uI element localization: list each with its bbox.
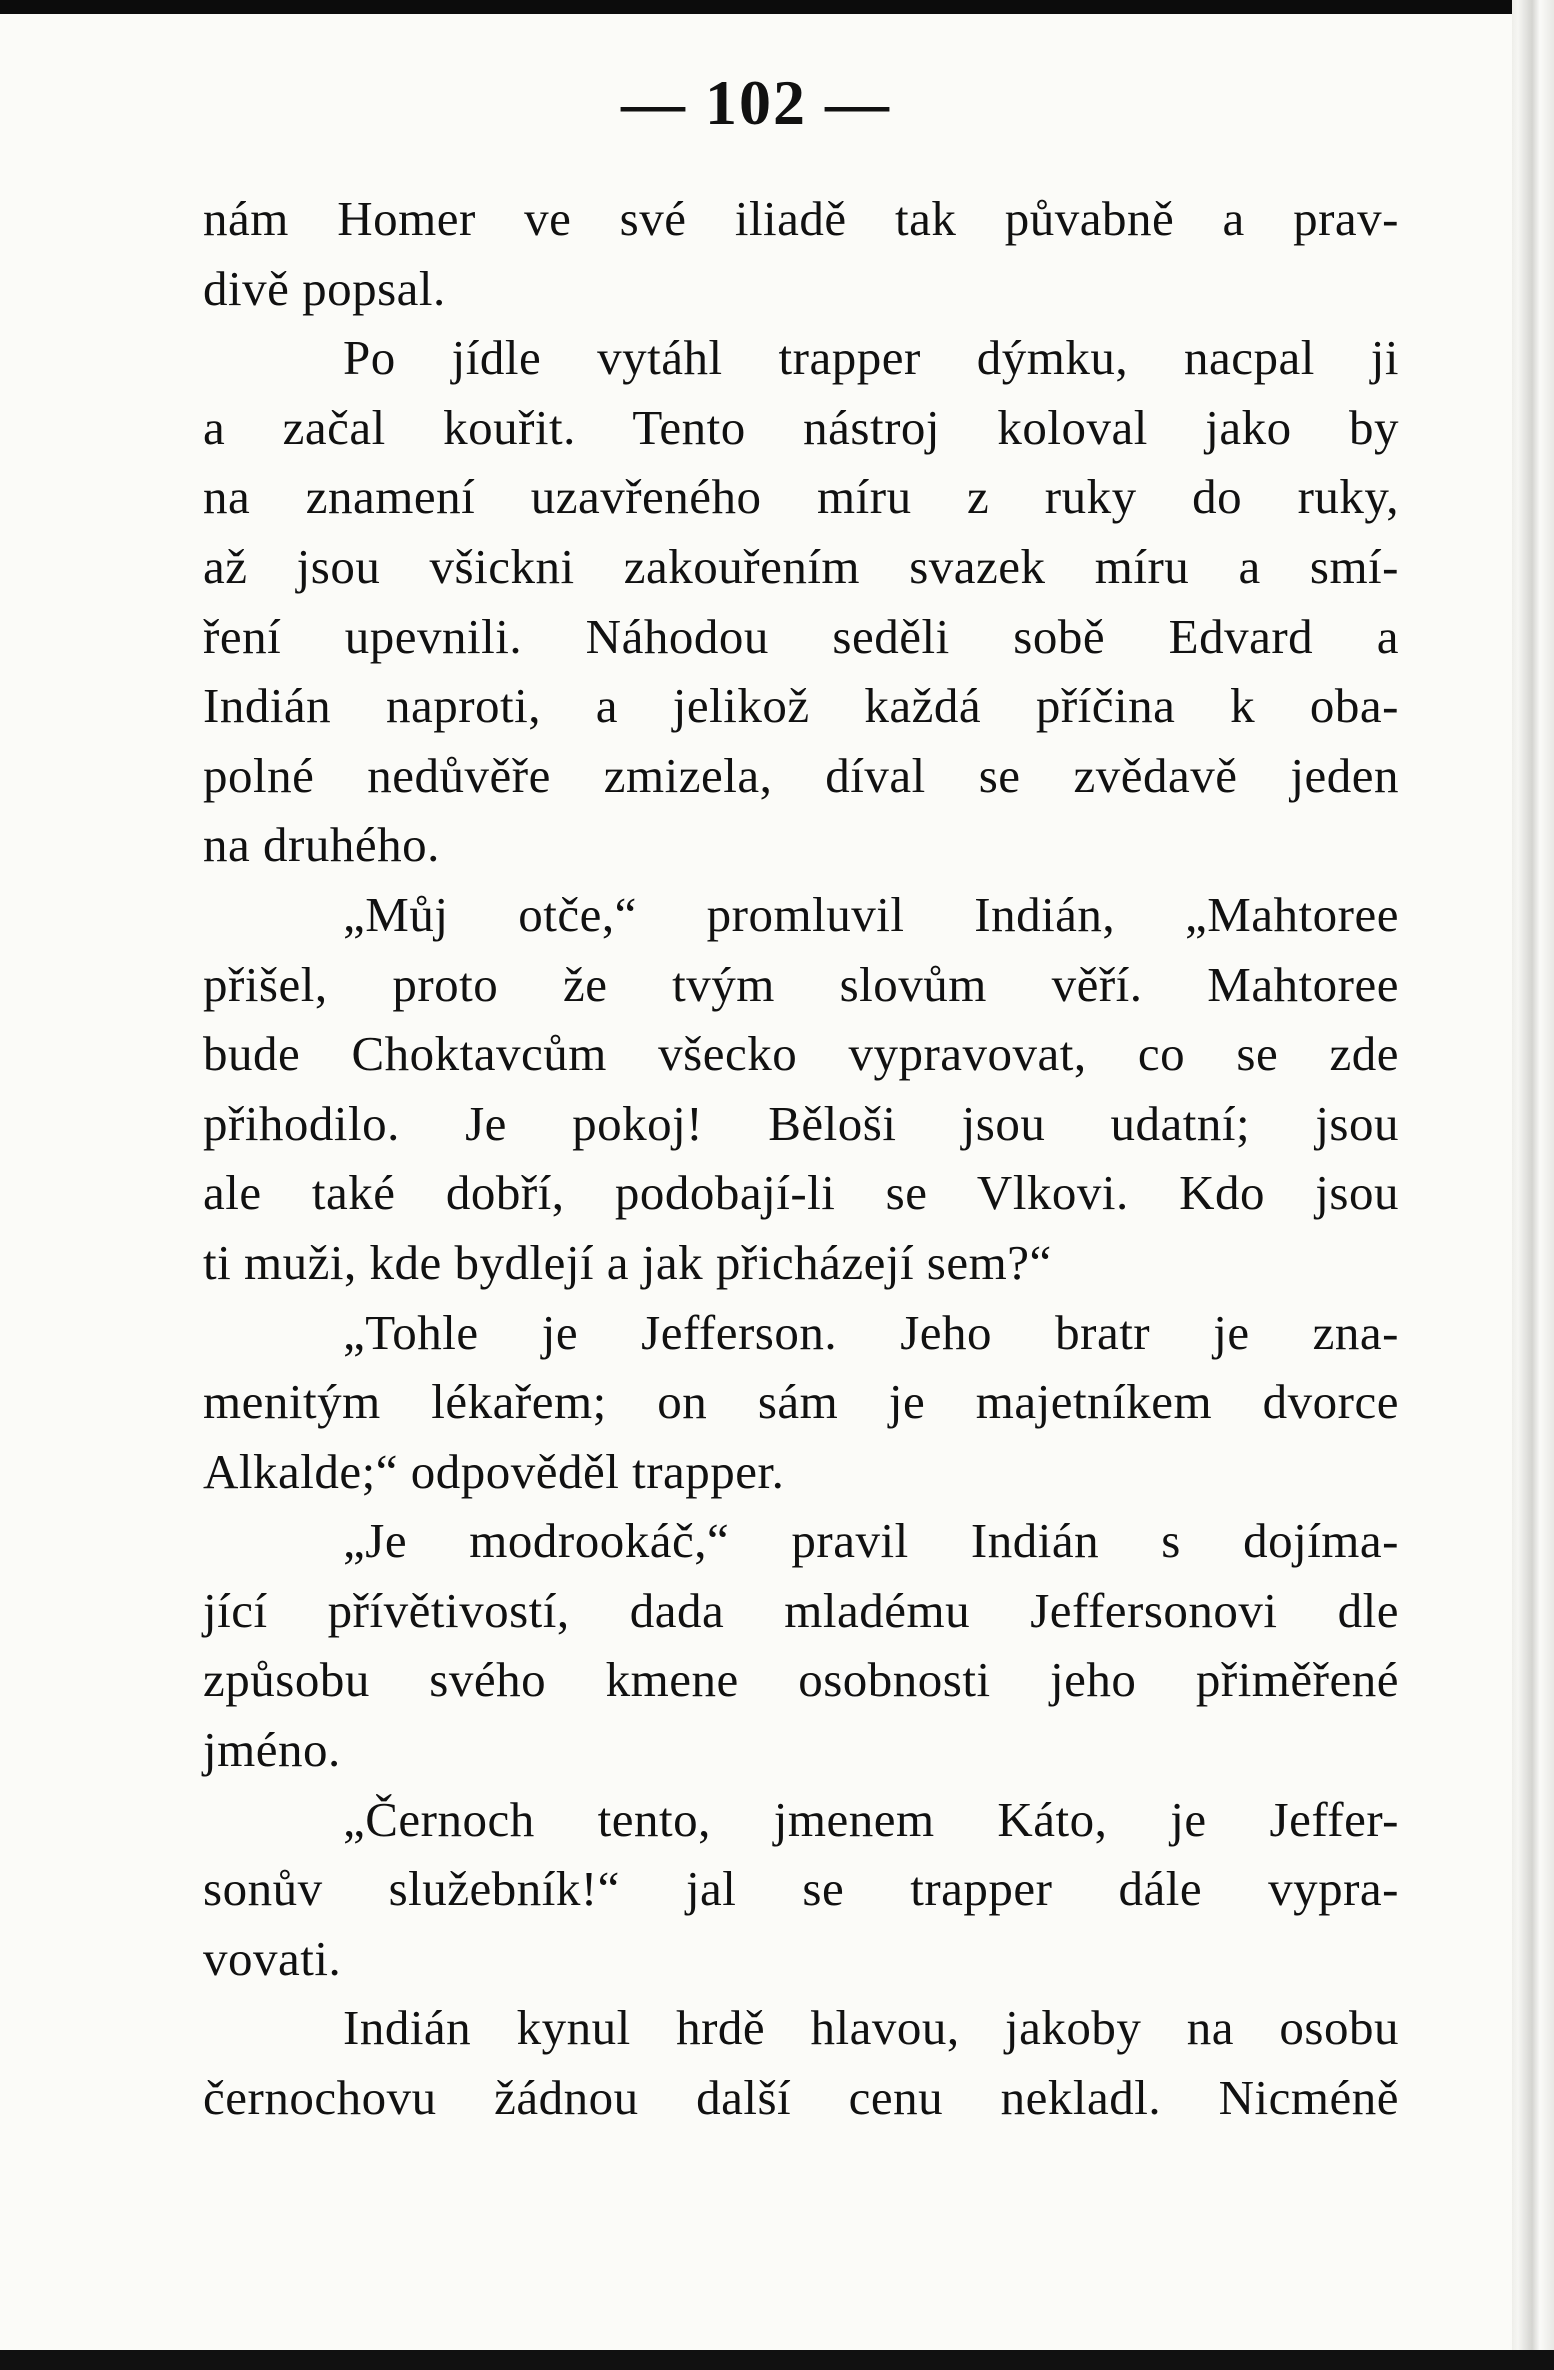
page-edge-right <box>1512 0 1554 2370</box>
text-line: polné nedůvěře zmizela, díval se zvědavě jeden <box>203 747 1399 803</box>
text-line: ale také dobří, podobají-li se Vlkovi. Kdo jsou <box>203 1165 1399 1221</box>
text-line: ření upevnili. Náhodou seděli sobě Edvard a <box>203 608 1399 664</box>
text-line: černochovu žádnou další cenu nekladl. Nicméně <box>203 2070 1399 2126</box>
text-line: menitým lékařem; on sám je majetníkem dvorce <box>203 1374 1399 1430</box>
text-line: Indián naproti, a jelikož každá příčina k oba- <box>203 678 1399 734</box>
page-number: — 102 — <box>621 67 891 138</box>
text-line: a začal kouřit. Tento nástroj koloval jako by <box>203 399 1399 455</box>
text-line: „Je modrookáč,“ pravil Indián s dojíma- <box>343 1513 1399 1569</box>
text-line: na druhého. <box>203 817 440 873</box>
text-line: „Můj otče,“ promluvil Indián, „Mahtoree <box>343 886 1399 942</box>
page-edge-bottom <box>0 2350 1554 2370</box>
text-line: až jsou všickni zakouřením svazek míru a smí- <box>203 538 1399 594</box>
text-line: jící přívětivostí, dada mladému Jeffersonovi dle <box>203 1582 1399 1638</box>
text-line: přihodilo. Je pokoj! Běloši jsou udatní; jsou <box>203 1095 1399 1151</box>
text-line: divě popsal. <box>203 260 446 316</box>
text-line: bude Choktavcům všecko vypravovat, co se zde <box>203 1026 1399 1082</box>
text-line: vovati. <box>203 1930 342 1986</box>
text-line: Po jídle vytáhl trapper dýmku, nacpal ji <box>343 330 1399 386</box>
text-line: Alkalde;“ odpověděl trapper. <box>203 1443 785 1499</box>
text-line: nám Homer ve své iliadě tak půvabně a prav- <box>203 191 1399 246</box>
text-line: ti muži, kde bydlejí a jak přicházejí sem?“ <box>203 1234 1052 1290</box>
text-line: „Černoch tento, jmenem Káto, je Jeffer- <box>343 1791 1399 1847</box>
text-line: způsobu svého kmene osobnosti jeho přiměřené <box>203 1652 1399 1708</box>
book-page <box>0 14 1512 2350</box>
text-line: „Tohle je Jefferson. Jeho bratr je zna- <box>343 1304 1399 1360</box>
text-line: Indián kynul hrdě hlavou, jakoby na osobu <box>343 2000 1399 2056</box>
text-line: přišel, proto že tvým slovům věří. Mahtoree <box>203 956 1399 1012</box>
text-line: sonův služebník!“ jal se trapper dále vypra- <box>203 1861 1399 1917</box>
text-line: na znamení uzavřeného míru z ruky do ruky, <box>203 469 1399 525</box>
body-text <box>203 184 1399 2133</box>
text-line: jméno. <box>203 1722 341 1778</box>
